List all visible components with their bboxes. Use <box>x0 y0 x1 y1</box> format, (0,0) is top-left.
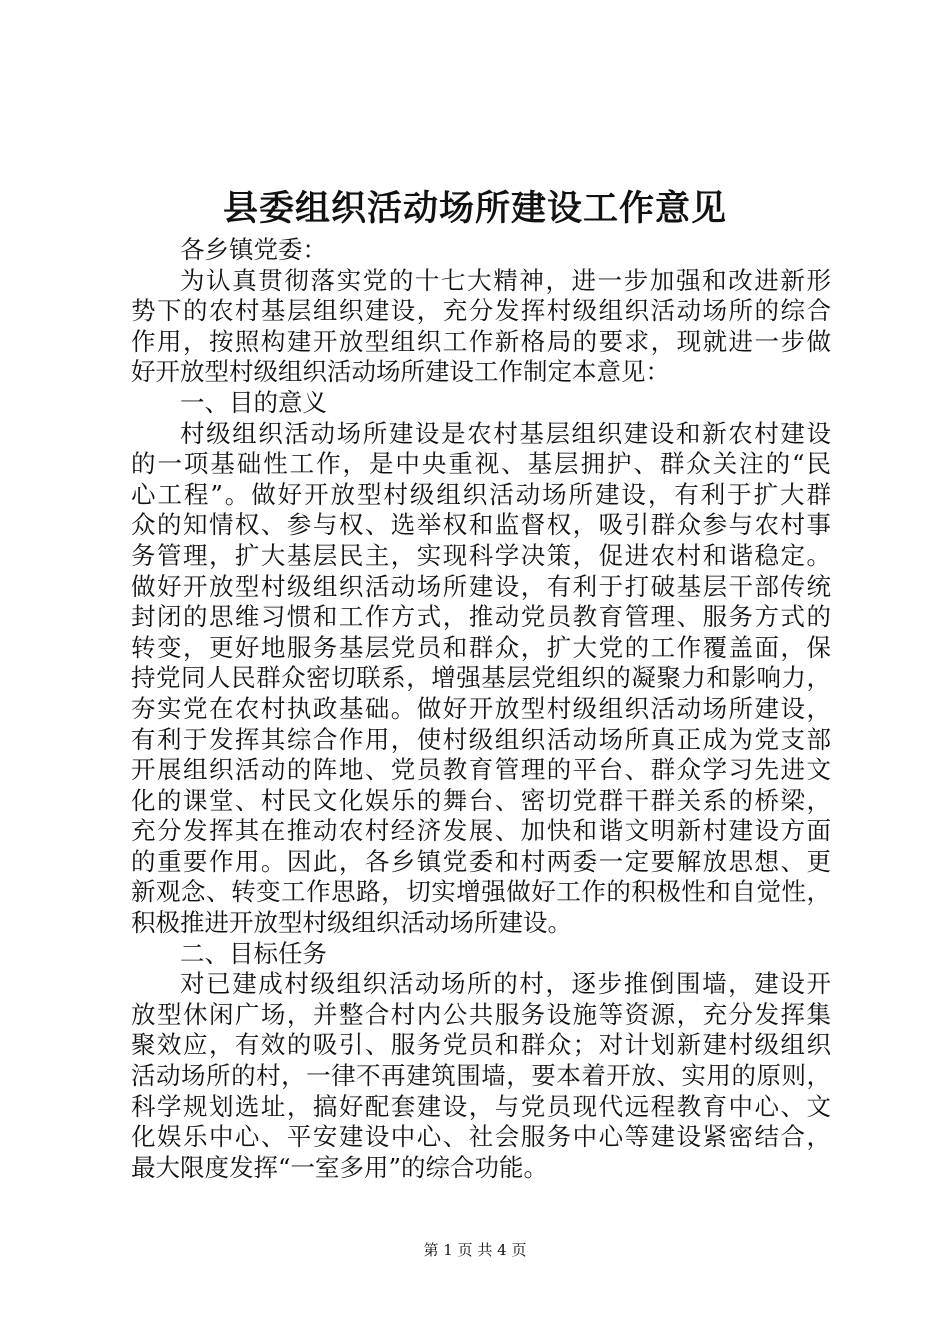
page-footer: 第 1 页 共 4 页 <box>423 1241 527 1259</box>
text-line: 为认真贯彻落实党的十七大精神，进一步加强和改进新形 <box>180 265 831 295</box>
text-line: 势下的农村基层组织建设，充分发挥村级组织活动场所的综合 <box>131 296 831 326</box>
text-line: 放型休闲广场，并整合村内公共服务设施等资源，充分发挥集 <box>131 999 831 1029</box>
document-title: 县委组织活动场所建设工作意见 <box>222 188 727 229</box>
text-line: 众的知情权、参与权、选举权和监督权，吸引群众参与农村事 <box>131 510 831 540</box>
document-body <box>131 235 831 1183</box>
text-line: 对已建成村级组织活动场所的村，逐步推倒围墙，建设开 <box>180 969 831 999</box>
text-line: 各乡镇党委： <box>180 235 327 264</box>
text-line: 作用，按照构建开放型组织工作新格局的要求，现就进一步做 <box>131 326 831 356</box>
text-line: 新观念、转变工作思路，切实增强做好工作的积极性和自觉性， <box>131 877 831 907</box>
text-line: 聚效应，有效的吸引、服务党员和群众；对计划新建村级组织 <box>131 1030 831 1060</box>
text-line: 积极推进开放型村级组织活动场所建设。 <box>131 908 572 938</box>
text-line: 一、目的意义 <box>180 387 327 417</box>
text-line: 有利于发挥其综合作用，使村级组织活动场所真正成为党支部 <box>131 724 831 754</box>
text-line: 科学规划选址，搞好配套建设，与党员现代远程教育中心、文 <box>131 1091 831 1121</box>
text-line: 开展组织活动的阵地、党员教育管理的平台、群众学习先进文 <box>131 755 831 785</box>
text-line: 村级组织活动场所建设是农村基层组织建设和新农村建设 <box>180 418 831 448</box>
text-line: 的重要作用。因此，各乡镇党委和村两委一定要解放思想、更 <box>131 846 831 876</box>
text-line: 充分发挥其在推动农村经济发展、加快和谐文明新村建设方面 <box>131 816 831 846</box>
text-line: 务管理，扩大基层民主，实现科学决策，促进农村和谐稳定。 <box>131 540 831 570</box>
text-line: 持党同人民群众密切联系，增强基层党组织的凝聚力和影响力， <box>131 663 831 693</box>
text-line: 好开放型村级组织活动场所建设工作制定本意见： <box>131 357 670 387</box>
text-line: 夯实党在农村执政基础。做好开放型村级组织活动场所建设， <box>131 693 831 723</box>
text-line: 最大限度发挥“一室多用”的综合功能。 <box>131 1152 549 1182</box>
text-line: 封闭的思维习惯和工作方式，推动党员教育管理、服务方式的 <box>131 602 831 632</box>
text-line: 转变，更好地服务基层党员和群众，扩大党的工作覆盖面，保 <box>131 632 831 662</box>
text-line: 化娱乐中心、平安建设中心、社会服务中心等建设紧密结合， <box>131 1122 831 1152</box>
text-line: 做好开放型村级组织活动场所建设，有利于打破基层干部传统 <box>131 571 831 601</box>
text-line: 化的课堂、村民文化娱乐的舞台、密切党群干群关系的桥梁， <box>131 785 831 815</box>
text-line: 心工程”。做好开放型村级组织活动场所建设，有利于扩大群 <box>131 479 831 509</box>
text-line: 二、目标任务 <box>180 938 327 968</box>
text-line: 活动场所的村，一律不再建筑围墙，要本着开放、实用的原则， <box>131 1061 831 1091</box>
text-line: 的一项基础性工作，是中央重视、基层拥护、群众关注的“民 <box>131 449 831 479</box>
